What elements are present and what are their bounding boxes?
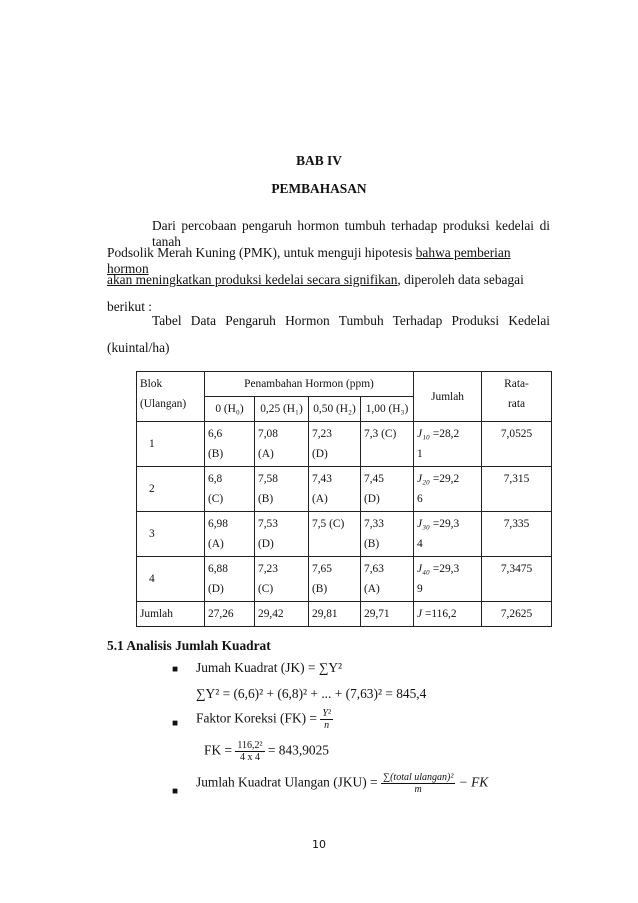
row-jumlah: J₁₀ =28,2 1 [414,422,482,467]
row-jumlah: J₂₀ =29,2 6 [414,467,482,512]
cell: 7,5 (C) [309,512,361,557]
header-jumlah: Jumlah [414,372,482,422]
fk-line [196,708,333,731]
table-row [137,557,552,602]
bullet-square-icon: ■ [172,664,179,675]
bullet-square-icon: ■ [172,786,179,797]
total-rata: 7,2625 [482,602,552,627]
jku-label: Jumlah Kuadrat Ulangan (JKU) = [196,774,378,790]
row-rata: 7,3475 [482,557,552,602]
paragraph-line-4: berikut : [107,299,152,314]
table-caption-line-1: Tabel Data Pengaruh Hormon Tumbuh Terhadap Produksi Kedelai [152,313,550,328]
fk-numerator: Y² [322,708,331,719]
cell: 7,65 (B) [309,557,361,602]
hypothesis-underline-1: bahwa pemberian hormon [107,245,511,276]
jku-fraction [381,772,455,795]
cell: 7,08 (A) [255,422,309,467]
paragraph-text: , diperoleh data sebagai [397,272,524,287]
row-rata: 7,0525 [482,422,552,467]
row-blok: 1 [137,422,205,467]
total-cell: 29,42 [255,602,309,627]
header-ulangan-label: (Ulangan) [140,398,187,410]
jku-line [196,772,488,795]
fk-calc-line [204,740,329,763]
header-blok [137,372,205,422]
bullet-square-icon: ■ [172,718,179,729]
jku-denominator: m [414,784,422,795]
cell: 6,98 (A) [205,512,255,557]
header-level-h1: 0,25 (H₁) [255,397,309,422]
fk-calc-fraction [235,740,264,763]
header-level-h0: 0 (H₀) [205,397,255,422]
cell: 7,33 (B) [361,512,414,557]
total-cell: 27,26 [205,602,255,627]
table-caption-line-2: (kuintal/ha) [107,340,170,355]
jk-label: Jumah Kuadrat (JK) = ∑Y² [196,660,343,675]
jk-formula: ∑Y² = (6,6)² + (6,8)² + ... + (7,63)² = 845,4 [196,686,427,701]
header-penambahan: Penambahan Hormon (ppm) [205,372,414,397]
page-number: 10 [312,838,326,851]
hypothesis-underline-2: akan meningkatkan produksi kedelai secara signifikan [107,272,398,287]
paragraph-line-3 [107,272,550,288]
total-jumlah: J =116,2 [414,602,482,627]
header-blok-label: Blok [140,378,163,390]
cell: 7,23 (D) [309,422,361,467]
section-heading: 5.1 Analisis Jumlah Kuadrat [107,638,271,653]
total-label: Jumlah [137,602,205,627]
cell: 7,43 (A) [309,467,361,512]
cell: 6,6 (B) [205,422,255,467]
table-header-row-1 [137,372,552,397]
row-rata: 7,315 [482,467,552,512]
cell: 7,3 (C) [361,422,414,467]
jku-numerator: ∑(total ulangan)² [382,772,454,783]
table-row [137,467,552,512]
fk-denominator: n [324,720,330,731]
header-rata [482,372,552,422]
fk-calc-denominator: 4 x 4 [239,752,260,763]
row-blok: 2 [137,467,205,512]
fk-calc-prefix: FK = [204,742,233,758]
row-blok: 4 [137,557,205,602]
header-rata-line-2: rata [507,398,526,410]
header-rata-line-1: Rata- [504,378,529,390]
header-level-h2: 0,50 (H₂) [309,397,361,422]
jku-tail: − FK [458,774,489,790]
cell: 6,88 (D) [205,557,255,602]
cell: 7,63 (A) [361,557,414,602]
row-jumlah: J₄₀ =29,3 9 [414,557,482,602]
fk-label: Faktor Koreksi (FK) = [196,710,317,726]
paragraph-line-1: Dari percobaan pengaruh hormon tumbuh terhadap produksi kedelai di tanah [152,218,550,249]
row-blok: 3 [137,512,205,557]
table-row [137,512,552,557]
total-cell: 29,71 [361,602,414,627]
chapter-number: BAB IV [296,153,342,168]
total-cell: 29,81 [309,602,361,627]
data-table [136,371,552,627]
cell: 7,53 (D) [255,512,309,557]
chapter-title: PEMBAHASAN [271,181,367,196]
fk-calc-numerator: 116,2² [237,740,263,751]
table-row [137,422,552,467]
row-rata: 7,335 [482,512,552,557]
header-level-h3: 1,00 (H₃) [361,397,414,422]
cell: 7,58 (B) [255,467,309,512]
cell: 7,45 (D) [361,467,414,512]
fk-fraction [320,708,333,731]
row-jumlah: J₃₀ =29,3 4 [414,512,482,557]
table-total-row [137,602,552,627]
cell: 7,23 (C) [255,557,309,602]
paragraph-text: Podsolik Merah Kuning (PMK), untuk menguji hipotesis [107,245,416,260]
fk-calc-result: = 843,9025 [267,742,330,758]
cell: 6,8 (C) [205,467,255,512]
